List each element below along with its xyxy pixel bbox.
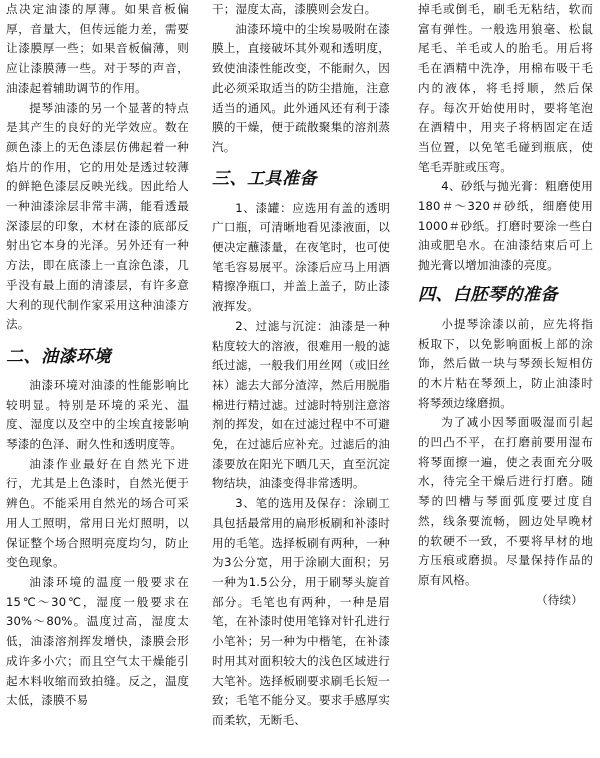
paragraph: 小提琴涂漆以前，应先将指板取下，以免影响面板上部的涂饰，然后做一块与琴颈长短相仿的木片粘在琴颈上，防止油漆时将琴颈边缘磨损。 xyxy=(418,316,593,410)
paragraph: 掉毛或倒毛，刷毛无粘结，软而富有弹性。一般选用狼毫、松鼠尾毛、羊毛或人的胎毛。用后将毛在酒精中洗净，用棉布吸干毛内的液体，将毛捋顺，然后保存。每次开始使用时，要将笔泡在酒精中，用夹子将柄固定在适当位置，以免笔毛碰到瓶底，使笔毛弄脏或压弯。 xyxy=(418,2,593,174)
section-heading-tools: 三、工具准备 xyxy=(212,168,317,189)
paragraph: 3、笔的选用及保存：涂刷工具包括最常用的扁形板刷和补漆时用的毛笔。选择板刷有两种，一种为3公分宽，用于涂刷大面积；另一种为1.5公分，用于刷琴头旋首部分。毛笔也有两种，一种是眉笔，在补漆时使用笔锋对针孔进行小笔补；另一种为中楷笔，在补漆时用其对面积较大的浅色区域进行大笔补。选择板刷要求刷毛长短一致；毛笔不能分叉。要求手感厚实而柔软，无断毛、 xyxy=(212,496,390,727)
paragraph: 油漆环境中的尘埃易吸附在漆膜上，直接破坏其外观和透明度，致使油漆性能改变，不能耐久，因此必须采取适当的防尘措施，注意适当的通风。此外通风还有利于漆膜的干燥，便于疏散聚集的溶剂蒸汽。 xyxy=(212,21,390,154)
article-column-2 xyxy=(212,0,390,731)
paragraph: 干；湿度太高，漆膜则会发白。 xyxy=(212,2,377,16)
paragraph: 4、砂纸与抛光膏：粗磨使用180＃～320＃砂纸，细磨使用1000＃砂纸。打磨时要涂一些白油或肥皂水。在油漆结束后可上抛光膏以增加油漆的亮度。 xyxy=(418,179,593,273)
section-heading-white-violin: 四、白胚琴的准备 xyxy=(418,284,558,305)
to-be-continued-note: （待续） xyxy=(536,592,583,607)
paragraph: 点决定油漆的厚薄。如果音板偏厚，音量大，但传远能力差，需要让漆膜厚一些；如果音板偏薄，则应让漆膜薄一些。对于琴的声音，油漆起着辅助调节的作用。 xyxy=(6,2,189,95)
article-column-1 xyxy=(6,0,189,711)
article-column-3 xyxy=(418,0,593,610)
paragraph: 2、过滤与沉淀：油漆是一种粘度较大的溶液，很难用一般的滤纸过滤，一般我们用丝网（或旧丝袜）滤去大部分渣滓，然后用脱脂棉进行精过滤。过滤时特别注意溶剂的挥发，如在过滤过程中不可避免，在过滤后应补充。过滤后的油漆要放在阳光下晒几天，直至沉淀物结块，油漆变得非常透明。 xyxy=(212,318,390,491)
paragraph: 1、漆罐：应选用有盖的透明广口瓶，可清晰地看见漆液面，以便决定蘸漆量，在夜笔时，也可使笔毛容易展平。涂漆后应马上用酒精擦净瓶口，并盖上盖子，防止漆液挥发。 xyxy=(212,200,390,314)
paragraph: 为了减小因琴面吸湿而引起的凹凸不平，在打磨前要用湿布将琴面擦一遍，使之表面充分吸水，待完全干燥后进行打磨。随琴的凹槽与琴面弧度要过度自然，线条要流畅，圆边处早晚材的软硬不一致，不要将早材的地方压痕或磨损。尽量保持作品的原有风格。 xyxy=(418,415,593,587)
paragraph: 提琴油漆的另一个显著的特点是其产生的良好的光学效应。数在颜色漆上的无色漆层仿佛起着一种焰片的作用，它的用处是透过较薄的鲜艳色漆层反映光线。因此给人一种油漆涂层非常丰满，能看透最深漆层的印象，木材在漆的底部反射出它本身的光泽。另外还有一种方法，即在底漆上一直涂色漆，几乎没有最上面的清漆层，有许多意大利的现代制作家采用这种油漆方法。 xyxy=(6,100,189,332)
paragraph: 油漆环境对油漆的性能影响比较明显。特别是环境的采光、温度、湿度以及空中的尘埃直接影响琴漆的色泽、耐久性和透明度等。 xyxy=(6,377,189,452)
paragraph: 油漆环境的温度一般要求在15℃～30℃，湿度一般要求在30%～80%。温度过高，湿度太低，油漆溶剂挥发增快，漆膜会形成许多小穴；而且空气太干燥能引起木料收缩而致拍缝。反之，温度太低，漆膜不易 xyxy=(6,574,189,708)
paragraph: 油漆作业最好在自然光下进行，尤其是上色漆时，自然光便于辨色。不能采用自然光的场合可采用人工照明，常用日光灯照明，以保证整个场合照明亮度均匀，防止变色现象。 xyxy=(6,456,189,570)
section-heading-environment: 二、油漆环境 xyxy=(6,346,111,367)
